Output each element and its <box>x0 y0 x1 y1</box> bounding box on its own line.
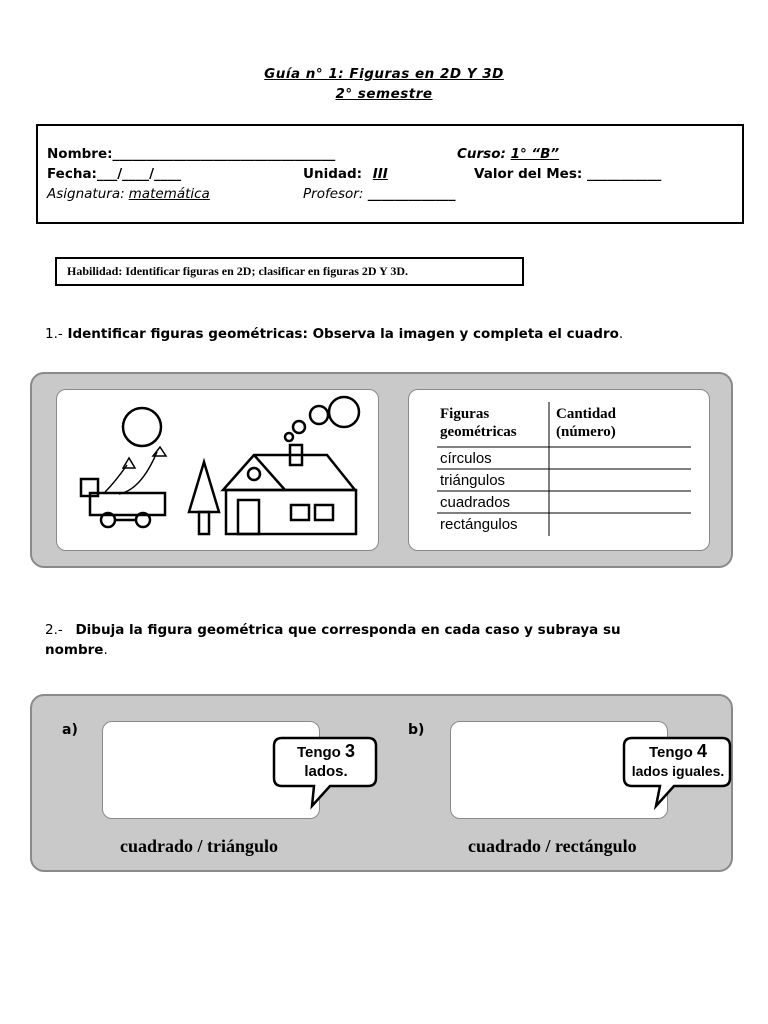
question-2-number: 2.- <box>45 622 63 638</box>
unidad-value: III <box>372 166 388 182</box>
valor-blank[interactable]: ___________ <box>586 166 662 182</box>
fecha-row <box>47 166 181 182</box>
count-input-squares[interactable] <box>552 492 691 512</box>
speech-bubble-b-line1 <box>622 742 734 762</box>
question-2 <box>45 620 735 660</box>
page-subtitle: 2° semestre <box>335 86 433 102</box>
table-header-figuras <box>440 405 517 441</box>
count-table-card <box>408 389 710 551</box>
question-1-text: Identificar figuras geométricas: Observa la imagen y completa el cuadro <box>67 326 619 342</box>
unidad-label: Unidad: <box>303 166 363 182</box>
speech-bubble-a-number: 3 <box>345 741 356 761</box>
table-header-figuras-line2: geométricas <box>440 424 517 440</box>
table-row-label: círculos <box>440 450 492 467</box>
exercise-a-label: a) <box>62 722 78 738</box>
table-header-cantidad-line2: (número) <box>556 424 616 440</box>
asignatura-row <box>47 186 210 202</box>
speech-bubble-a-word: Tengo <box>296 744 346 761</box>
count-input-rectangles[interactable] <box>552 514 691 534</box>
asignatura-value: matemática <box>128 186 210 202</box>
asignatura-label: Asignatura: <box>47 186 125 202</box>
speech-bubble-b-word: Tengo <box>648 744 698 761</box>
table-row-label: cuadrados <box>440 494 511 511</box>
unidad-row <box>303 166 388 182</box>
speech-bubble-b-number: 4 <box>697 741 708 761</box>
question-2-text-line1: Dibuja la figura geométrica que corresponda en cada caso y subraya su <box>75 622 621 638</box>
house-scene-picture <box>57 390 380 552</box>
nombre-blank[interactable]: _________________________________ <box>112 146 336 162</box>
exercise-a-options[interactable]: cuadrado / triángulo <box>120 836 279 856</box>
speech-bubble-b-text <box>622 742 734 781</box>
speech-bubble-a-text <box>274 742 378 781</box>
speech-bubble-a-line1 <box>274 742 378 762</box>
shapes-picture-card <box>56 389 379 551</box>
curso-label: Curso: <box>457 146 506 162</box>
speech-bubble-a-line2: lados. <box>304 763 348 780</box>
curso-value: 1° “B” <box>510 146 560 162</box>
exercise-b-label: b) <box>408 722 425 738</box>
table-row-label: rectángulos <box>440 516 518 533</box>
table-header-cantidad <box>556 405 616 441</box>
nombre-label: Nombre: <box>47 146 113 162</box>
exercise-b-options[interactable]: cuadrado / rectángulo <box>468 836 637 856</box>
fecha-blank[interactable]: ___/____/____ <box>96 166 182 182</box>
count-input-triangles[interactable] <box>552 470 691 490</box>
valor-row <box>474 166 661 182</box>
valor-label: Valor del Mes: <box>474 166 583 182</box>
question-1 <box>45 326 623 342</box>
page-title: Guía n° 1: Figuras en 2D Y 3D <box>264 66 504 82</box>
curso-row <box>457 146 559 162</box>
table-header-figuras-line1: Figuras <box>440 406 490 422</box>
profesor-row <box>303 186 455 202</box>
nombre-row <box>47 146 335 162</box>
table-row-label: triángulos <box>440 472 506 489</box>
question-2-end: . <box>103 642 108 658</box>
speech-bubble-b-line2: lados iguales. <box>631 763 725 779</box>
fecha-label: Fecha: <box>47 166 97 182</box>
count-input-circles[interactable] <box>552 448 691 468</box>
profesor-blank[interactable]: _____________ <box>367 186 456 202</box>
exercise-2-panel <box>30 694 733 872</box>
question-1-end: . <box>618 326 624 342</box>
profesor-label: Profesor: <box>303 186 364 202</box>
student-info-box <box>36 124 744 224</box>
skill-box: Habilidad: Identificar figuras en 2D; clasificar en figuras 2D Y 3D. <box>55 257 524 286</box>
exercise-1-panel <box>30 372 733 568</box>
car-body-rectangle <box>90 493 165 515</box>
question-2-text-line2: nombre <box>45 642 104 658</box>
circle-shape <box>123 408 161 446</box>
question-1-number: 1.- <box>45 326 63 342</box>
table-header-cantidad-line1: Cantidad <box>556 406 617 422</box>
